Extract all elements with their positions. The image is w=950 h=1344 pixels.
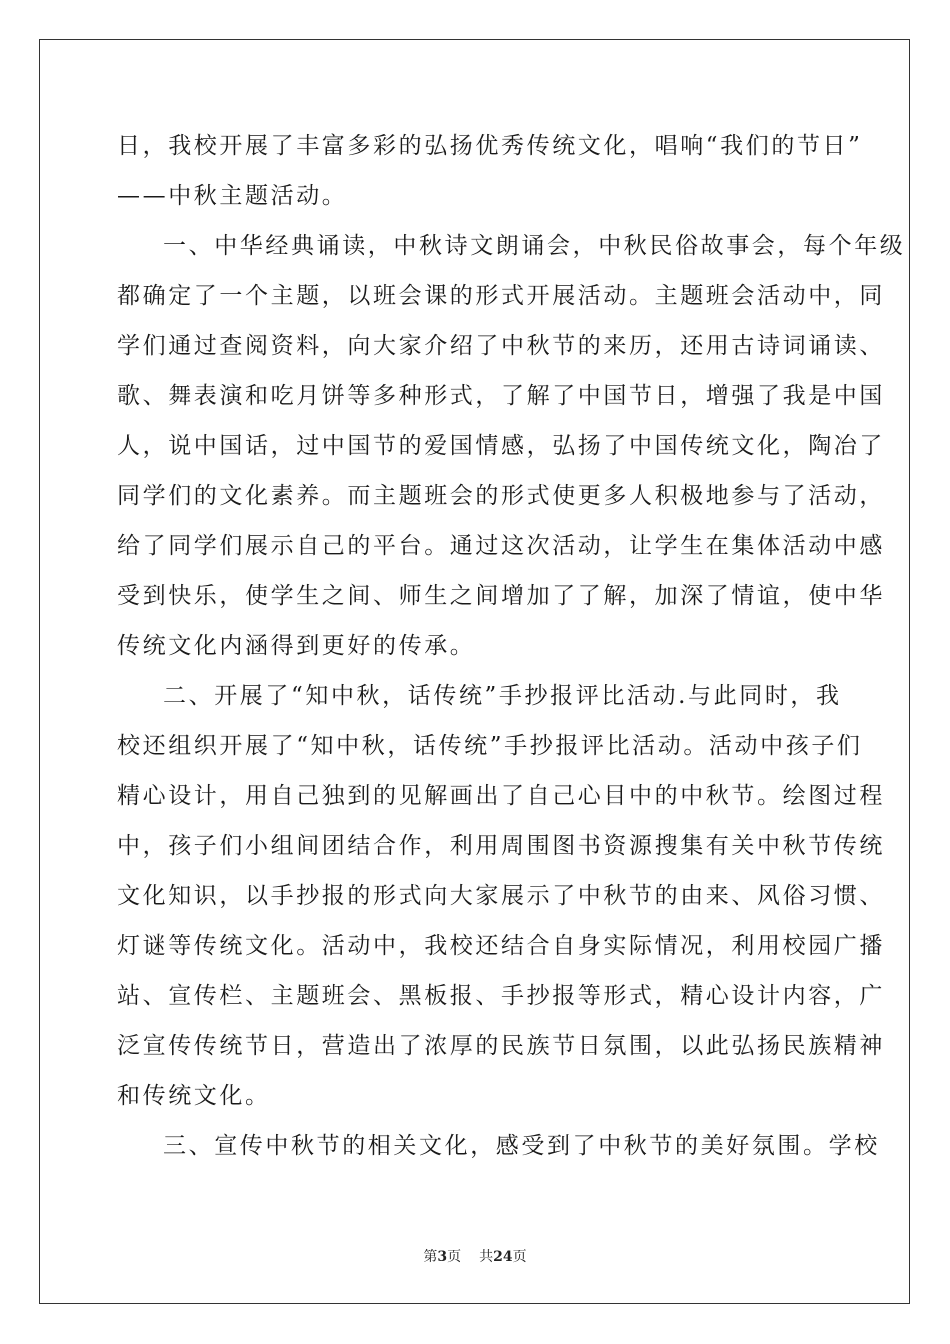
text-line: 站、宣传栏、主题班会、黑板报、手抄报等形式，精心设计内容，广 [117,983,885,1009]
text-line: 灯谜等传统文化。活动中，我校还结合自身实际情况，利用校园广播 [117,933,885,959]
text-line: 日，我校开展了丰富多彩的弘扬优秀传统文化，唱响“我们的节日” [117,133,863,159]
text-line: 传统文化内涵得到更好的传承。 [117,633,476,659]
text-line: 中，孩子们小组间团结合作，利用周围图书资源搜集有关中秋节传统 [117,833,885,859]
text-line: 人，说中国话，过中国节的爱国情感，弘扬了中国传统文化，陶冶了 [117,433,885,459]
document-body [117,132,906,1182]
text-line: 文化知识，以手抄报的形式向大家展示了中秋节的由来、风俗习惯、 [117,883,885,909]
page-footer [0,1246,950,1266]
text-line: 给了同学们展示自己的平台。通过这次活动，让学生在集体活动中感 [117,533,885,559]
paragraph-start-line: 二、开展了“知中秋，话传统”手抄报评比活动.与此同时，我 [163,683,842,709]
text-line: 精心设计，用自己独到的见解画出了自己心目中的中秋节。绘图过程 [117,783,885,809]
total-suffix: 页 [512,1249,527,1265]
page-number: 3 [437,1249,448,1265]
text-line: 和传统文化。 [117,1083,271,1109]
text-line: 泛宣传传统节日，营造出了浓厚的民族节日氛围，以此弘扬民族精神 [117,1033,885,1059]
text-line: 都确定了一个主题，以班会课的形式开展活动。主题班会活动中，同 [117,283,885,309]
paragraph-start-line: 三、宣传中秋节的相关文化，感受到了中秋节的美好氛围。学校 [163,1133,880,1159]
text-line: 受到快乐，使学生之间、师生之间增加了了解，加深了情谊，使中华 [117,583,885,609]
page-suffix: 页 [447,1249,462,1265]
total-prefix: 共 [479,1249,494,1265]
text-line: 同学们的文化素养。而主题班会的形式使更多人积极地参与了活动， [117,483,885,509]
text-line: 歌、舞表演和吃月饼等多种形式，了解了中国节日，增强了我是中国 [117,383,885,409]
text-line: ——中秋主题活动。 [117,183,348,209]
text-line: 校还组织开展了“知中秋，话传统”手抄报评比活动。活动中孩子们 [117,733,863,759]
text-line: 学们通过查阅资料，向大家介绍了中秋节的来历，还用古诗词诵读、 [117,333,885,359]
total-pages: 24 [493,1249,513,1265]
page-prefix: 第 [423,1249,438,1265]
paragraph-start-line: 一、中华经典诵读，中秋诗文朗诵会，中秋民俗故事会，每个年级 [163,233,906,259]
